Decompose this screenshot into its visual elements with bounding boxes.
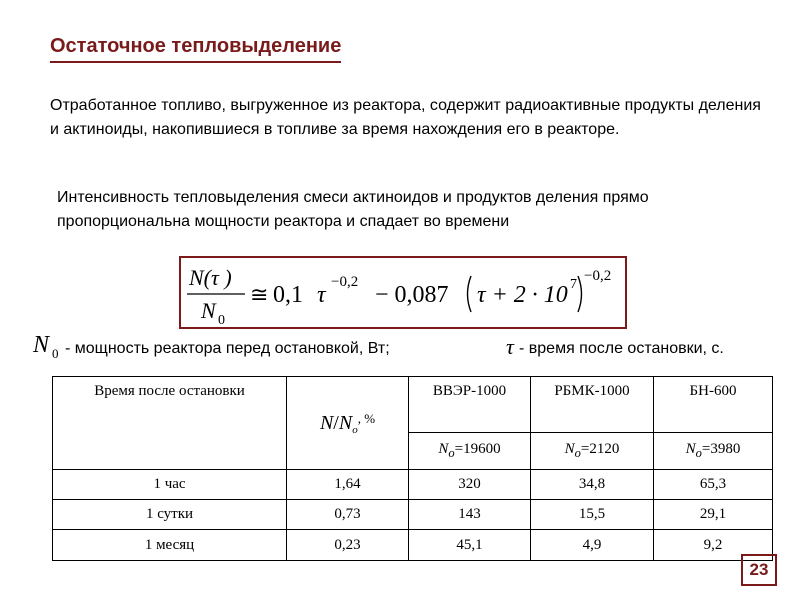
header-ratio <box>287 377 409 470</box>
slide-title: Остаточное тепловыделение <box>50 33 341 63</box>
decay-heat-table <box>52 376 773 561</box>
paragraph-spent-fuel: Отработанное топливо, выгруженное из реактора, содержит радиоактивные продукты деления и актиноиды, накопившиеся в топливе за время нахождения его в реакторе. <box>50 97 761 138</box>
legend-tau-text: - время после остановки, с. <box>519 340 724 357</box>
power-rbmk-sub: o <box>574 446 581 460</box>
formula-denominator-sub: 0 <box>218 313 225 328</box>
power-bn-sub: o <box>695 446 702 460</box>
power-vver <box>409 433 531 470</box>
formula-inner: τ + 2 · 10 <box>477 282 568 308</box>
power-bn <box>654 433 773 470</box>
right-paren <box>578 276 582 312</box>
power-bn-value: =3980 <box>701 441 741 457</box>
legend-tau-symbol: τ <box>506 334 514 359</box>
row-time: 1 час <box>53 470 287 500</box>
table-row <box>53 470 773 500</box>
row-rbmk: 15,5 <box>531 500 654 530</box>
legend-n0-text: - мощность реактора перед остановкой, Вт; <box>65 340 390 357</box>
formula-legend <box>33 330 793 366</box>
header-ratio-n0: N <box>338 411 353 434</box>
power-rbmk-value: =2120 <box>580 441 620 457</box>
paragraph-heat-intensity: Интенсивность тепловыделения смеси актиноидов и продуктов деления прямо пропорциональна мощности реактора и спадает во времени <box>57 189 649 230</box>
row-vver: 320 <box>409 470 531 500</box>
power-bn-sym: N <box>685 441 696 457</box>
table-row <box>53 530 773 561</box>
row-vver: 45,1 <box>409 530 531 561</box>
header-ratio-n: N <box>319 411 334 434</box>
row-ratio: 1,64 <box>287 470 409 500</box>
formula-numerator: N(τ ) <box>189 265 232 290</box>
header-reactor-bn: БН-600 <box>654 377 773 433</box>
formula-exp2: −0,2 <box>584 268 612 284</box>
header-ratio-slash: / <box>333 411 339 434</box>
power-vver-value: =19600 <box>454 441 501 457</box>
power-vver-sym: N <box>438 441 449 457</box>
left-paren <box>468 276 472 312</box>
page-number: 23 <box>741 554 777 586</box>
formula-denominator: N <box>201 298 216 323</box>
approx-sign: ≅ <box>250 282 269 307</box>
formula-coef2: − 0,087 <box>375 282 449 308</box>
row-bn: 65,3 <box>654 470 773 500</box>
table-header-row <box>53 377 773 433</box>
power-rbmk <box>531 433 654 470</box>
row-ratio: 0,23 <box>287 530 409 561</box>
legend-n0-symbol: N <box>33 332 50 358</box>
row-bn: 29,1 <box>654 500 773 530</box>
power-vver-sub: o <box>448 446 455 460</box>
header-reactor-rbmk: РБМК-1000 <box>531 377 654 433</box>
row-vver: 143 <box>409 500 531 530</box>
header-reactor-vver: ВВЭР-1000 <box>409 377 531 433</box>
power-rbmk-sym: N <box>564 441 575 457</box>
decay-heat-formula <box>179 256 627 329</box>
formula-coef1: 0,1 <box>273 282 303 308</box>
row-bn: 9,2 <box>654 530 773 561</box>
row-rbmk: 4,9 <box>531 530 654 561</box>
header-ratio-unit: , % <box>357 410 376 426</box>
legend-n0-sub: 0 <box>52 346 59 361</box>
row-rbmk: 34,8 <box>531 470 654 500</box>
table-row <box>53 500 773 530</box>
formula-inner-exp: 7 <box>570 277 577 292</box>
formula-exp1: −0,2 <box>331 274 359 290</box>
row-ratio: 0,73 <box>287 500 409 530</box>
header-time: Время после остановки <box>53 377 287 470</box>
header-ratio-sub: o <box>352 423 358 436</box>
row-time: 1 сутки <box>53 500 287 530</box>
formula-tau1: τ <box>317 282 326 308</box>
row-time: 1 месяц <box>53 530 287 561</box>
formula-graphic <box>181 258 629 331</box>
